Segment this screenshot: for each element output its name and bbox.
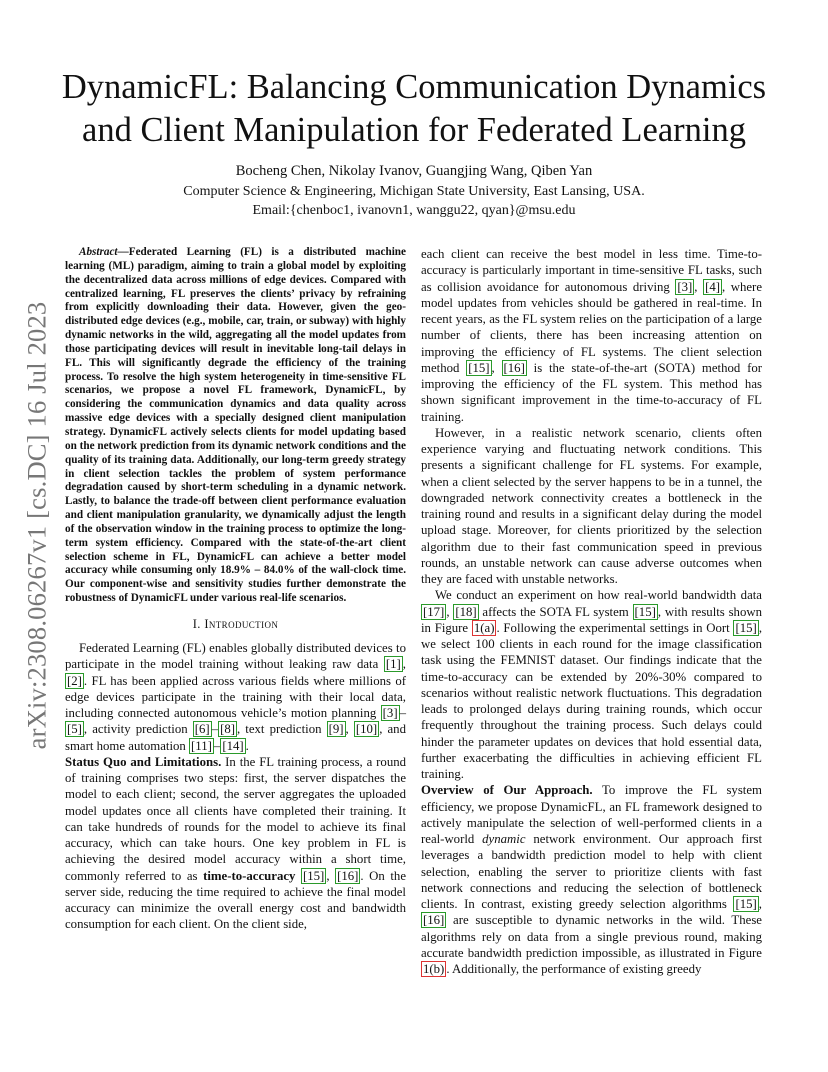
run-in-heading: Overview of Our Approach.: [421, 783, 593, 798]
run-in-heading: Status Quo and Limitations.: [65, 754, 222, 769]
figure-reference-link[interactable]: 1(a): [473, 620, 495, 635]
abstract-text: —Federated Learning (FL) is a distributed machine learning (ML) paradigm, aiming to train a global model by exploiting the decentralized data across millions of edge devices. Compared with centralized learning, FL preserves the clients’ privacy by refraining from explicitly downloading their data. However, given the geo-distributed edge devices (e.g., mobile, car, train, or subway) with highly dynamic networks in the wild, aggregating all the model updates from those participating devices will result in inevitable long-tail delays in FL. This will significantly degrade the efficiency of the training process. To resolve the high system heterogeneity in time-sensitive FL scenarios, we propose a novel FL framework, DynamicFL, by considering the communication dynamics and data quality across massive edge devices with a specially designed client manipulation strategy. DynamicFL actively selects clients for model updating based on the network prediction from its dynamic network conditions and the quality of its training data. Additionally, our long-term greedy strategy in client selection tackles the problem of system performance degradation caused by short-term scheduling in a dynamic network. Lastly, to balance the trade-off between client performance evaluation and client manipulation granularity, we dynamically adjust the length of the observation window in the training process to optimize the long-term system efficiency. Compared with the state-of-the-art client selection scheme in FL, DynamicFL can achieve a better model accuracy while consuming only 18.9% – 84.0% of the wall-clock time. Our component-wise and sensitivity studies further demonstrate the robustness of DynamicFL under various real-life scenarios.: [65, 246, 406, 605]
right-column: [421, 246, 762, 977]
intro-paragraph-4: However, in a realistic network scenario, clients often experience varying and fluctuating network conditions. This presents a significant challenge for FL systems. For example, when a client selected by the server happens to be in a tunnel, the downgraded network connectivity creates a bottleneck in the training round and results in a significant delay during the model upload stage. Moreover, for clients prioritized by the selection algorithm due to their fast communication speed in previous rounds, an unstable network can cause adverse outcomes when they are faced with unstable networks.: [421, 425, 762, 586]
author-names: Bocheng Chen, Nikolay Ivanov, Guangjing Wang, Qiben Yan: [235, 163, 593, 179]
text-run: ,: [758, 897, 762, 911]
citation-link[interactable]: [11]: [191, 738, 212, 753]
text-run: . FL has been applied across various fields where millions of edge devices participate in the training with their local data, including connected autonomous vehicle’s motion planning: [65, 673, 406, 721]
citation-link[interactable]: [14]: [222, 738, 244, 753]
text-run: each client can receive the best model in less time. Time-to-accuracy is particularly important in time-sensitive FL tasks, such as collision avoidance for autonomous driving: [421, 247, 762, 294]
citation-link[interactable]: [1]: [385, 657, 401, 672]
text-run: affects the SOTA FL system: [478, 604, 633, 619]
citation-link[interactable]: [2]: [67, 673, 82, 688]
citation-link[interactable]: [16]: [503, 360, 525, 375]
arxiv-identifier[interactable]: arXiv:2308.06267v1 [cs.DC] 16 Jul 2023: [21, 301, 52, 749]
text-run: are susceptible to dynamic networks in the wild. These algorithms rely on data from a single previous round, making accurate bandwidth prediction impossible, as illustrated in Figure: [421, 913, 762, 960]
left-column: [65, 246, 406, 933]
title-line-1: DynamicFL: Balancing Communication Dynamics: [61, 68, 767, 106]
emphasis-italic: dynamic: [482, 832, 526, 846]
text-run: . Following the experimental settings in Oort: [496, 620, 734, 635]
intro-paragraph-6: [421, 782, 762, 977]
citation-link[interactable]: [18]: [455, 604, 477, 619]
text-run: , activity prediction: [83, 722, 193, 737]
paper-title: [60, 66, 768, 152]
citation-link[interactable]: [3]: [382, 706, 398, 721]
text-run: .: [245, 738, 249, 753]
text-run: ,: [694, 279, 704, 294]
author-email: Email:{chenboc1, ivanovn1, wanggu22, qyan}@msu.edu: [252, 203, 576, 218]
text-run: –: [399, 706, 406, 721]
text-run: , text prediction: [236, 722, 327, 737]
abstract: [65, 246, 406, 606]
text-run: ,: [345, 722, 354, 737]
intro-paragraph-2: [65, 754, 406, 933]
intro-paragraph-3: [421, 246, 762, 425]
text-run: We conduct an experiment on how real-world bandwidth data: [435, 588, 762, 603]
abstract-label: Abstract: [79, 246, 118, 258]
citation-link[interactable]: [10]: [355, 722, 378, 737]
text-run: , we select 100 clients in each round for the image classification task using the FEMNIST dataset. Our findings indicate that the time-to-accuracy can be extended by 20%-30% compared to scenarios without realistic network fluctuations. This degradation leads to prolonged delays during training rounds, which occur frequently throughout the training process. Such delays could hinder the parameter updates on devices that hold essential data, further exacerbating the difficulties in achieving efficient FL training.: [421, 620, 763, 781]
text-run: , where model updates from vehicles should be gathered in real-time. In recent years, as the FL system relies on the participation of a large number of clients, there has been increasing attention on improving the efficiency of FL systems. The client selection method: [421, 279, 762, 375]
text-run: ,: [402, 657, 406, 672]
citation-link[interactable]: [15]: [468, 360, 490, 375]
citation-link[interactable]: [15]: [735, 620, 757, 635]
text-run: ,: [446, 604, 454, 619]
citation-link[interactable]: [8]: [220, 722, 235, 737]
text-run: ,: [491, 360, 502, 375]
title-line-2: and Client Manipulation for Federated Learning: [82, 111, 746, 149]
citation-link[interactable]: [16]: [337, 868, 359, 883]
citation-link[interactable]: [17]: [423, 604, 445, 619]
figure-reference-link[interactable]: 1(b): [423, 962, 445, 976]
text-run: –: [213, 738, 221, 753]
text-run: In the FL training process, a round of training comprises two steps: first, the server dispatches the model to each client; second, the server aggregates the uploaded model updates once all clients have completed their training. It can take hundreds of rounds for the model to achieve its final accuracy, which can take hours. One key problem in FL is achieving the desired model accuracy within a short time, commonly referred to as: [65, 754, 407, 883]
citation-link[interactable]: [3]: [677, 279, 693, 294]
citation-link[interactable]: [16]: [423, 913, 445, 928]
text-run: Federated Learning (FL) enables globally distributed devices to participate in the model training without leaking raw data: [65, 641, 406, 672]
text-run: . On the server side, reducing the time required to achieve the final model accuracy can minimize the overall energy cost and bandwidth consumption for each client. On the client side,: [65, 868, 407, 932]
citation-link[interactable]: [15]: [303, 868, 325, 883]
citation-link[interactable]: [5]: [67, 722, 82, 737]
section-heading-introduction: I. Introduction: [192, 616, 279, 631]
intro-paragraph-1: [65, 640, 406, 754]
citation-link[interactable]: [15]: [735, 897, 757, 911]
arxiv-stamp: [22, 295, 52, 755]
text-run: , with results shown in Figure: [421, 604, 762, 635]
intro-paragraph-5: [421, 587, 762, 782]
citation-link[interactable]: [4]: [705, 279, 720, 294]
citation-link[interactable]: [6]: [194, 722, 210, 737]
author-affiliation: Computer Science & Engineering, Michigan State University, East Lansing, USA.: [183, 184, 645, 199]
citation-link[interactable]: [9]: [328, 722, 344, 737]
text-run: is the state-of-the-art (SOTA) method for improving the efficiency of the FL system. This method has shown significant improvement in the time-to-accuracy of FL training.: [421, 360, 762, 424]
citation-link[interactable]: [15]: [634, 604, 656, 619]
text-run: ,: [326, 868, 336, 883]
text-run: . Additionally, the performance of existing greedy: [446, 962, 702, 976]
emphasis-bold: time-to-accuracy: [203, 868, 296, 883]
text-run: , and smart home automation: [65, 722, 406, 753]
text-run: –: [211, 722, 219, 737]
text-run: network environment. Our approach first leverages a bandwidth prediction model to help with client selection, enabling the server to prioritize clients with fast network connections and reducing the selection of bottleneck clients. In contrast, existing greedy selection algorithms: [421, 832, 763, 911]
author-block: [100, 162, 728, 220]
text-run: To improve the FL system efficiency, we propose DynamicFL, an FL framework designed to actively manipulate the selection of well-performed clients in a real-world: [421, 783, 762, 846]
